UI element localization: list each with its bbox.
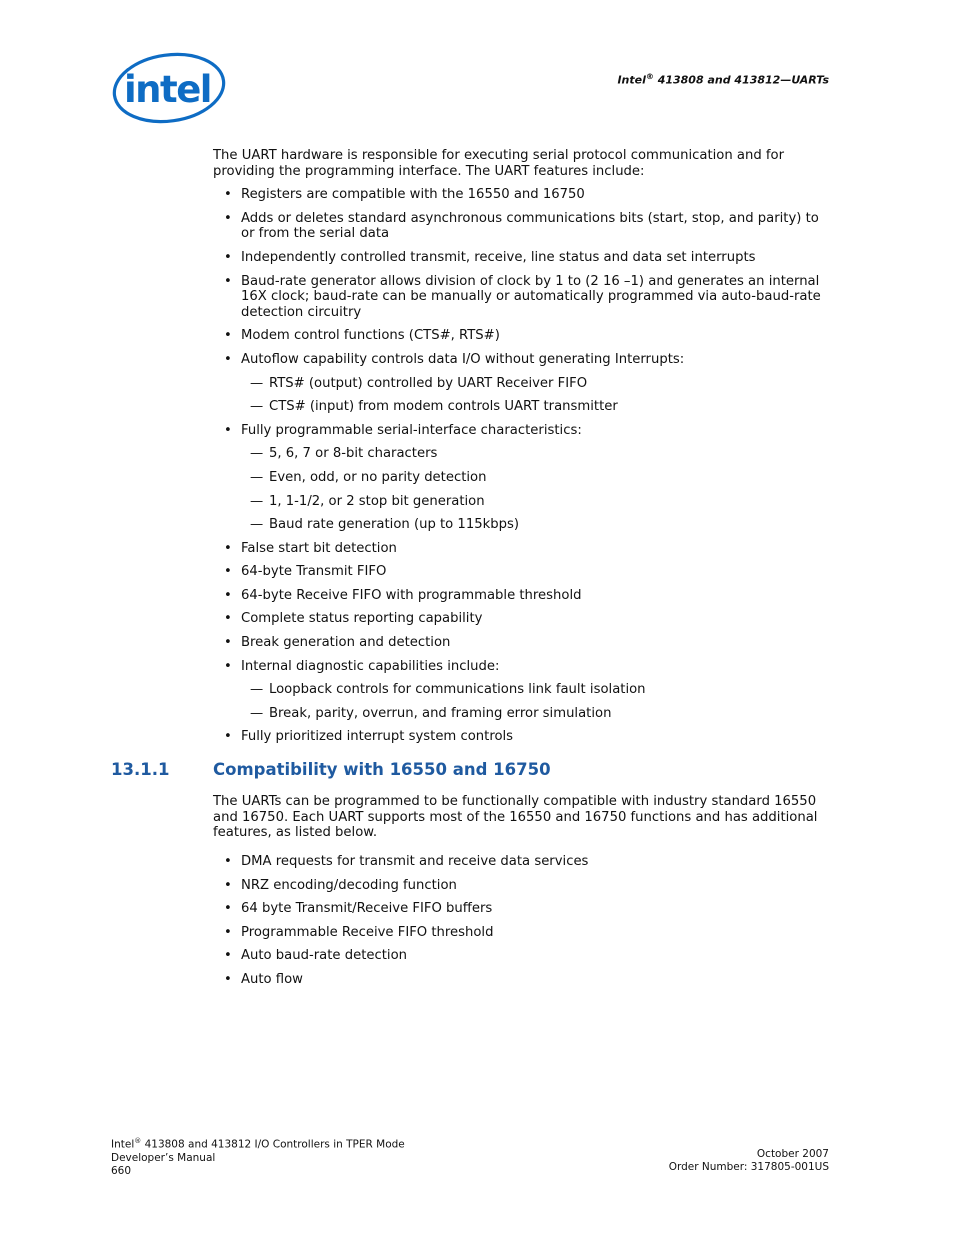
intel-logo <box>111 50 227 128</box>
feature-item <box>213 729 831 745</box>
feature-text: Baud-rate generator allows division of clock by 1 to (2 16 –1) and generates an internal 16X clock; baud-rate can be manually or automatically programmed via auto-baud-rate detection circuitry <box>241 273 821 320</box>
compat-item: • 64 byte Transmit/Receive FIFO buffers <box>213 901 831 917</box>
feature-item <box>213 588 831 604</box>
feature-item <box>213 541 831 557</box>
feature-text: Fully programmable serial-interface characteristics: <box>241 422 582 438</box>
compat-item: • Programmable Receive FIFO threshold <box>213 925 831 941</box>
feature-sublist <box>241 376 831 415</box>
feature-text: Fully prioritized interrupt system controls <box>241 729 514 745</box>
feature-subitem: — 1, 1-1/2, or 2 stop bit generation <box>241 494 831 510</box>
footer-doc-title: Intel® 413808 and 413812 I/O Controllers in TPER Mode <box>111 1137 405 1151</box>
footer-right <box>669 1148 829 1174</box>
feature-text: 64-byte Transmit FIFO <box>241 564 387 580</box>
footer-date: October 2007 <box>756 1148 829 1160</box>
running-header: Intel® 413808 and 413812—UARTs <box>617 72 829 87</box>
feature-subitem: — Break, parity, overrun, and framing error simulation <box>241 706 831 722</box>
feature-item <box>213 611 831 627</box>
feature-text: 64-byte Receive FIFO with programmable threshold <box>241 587 582 603</box>
compat-item: • DMA requests for transmit and receive data services <box>213 854 831 870</box>
main-content <box>213 148 831 753</box>
feature-subitem: — 5, 6, 7 or 8-bit characters <box>241 446 831 462</box>
section-title: Compatibility with 16550 and 16750 <box>213 760 551 779</box>
feature-text: Break generation and detection <box>241 635 451 651</box>
feature-subitem: — CTS# (input) from modem controls UART transmitter <box>241 399 831 415</box>
footer-order-number: Order Number: 317805-001US <box>668 1161 829 1173</box>
feature-text: Registers are compatible with the 16550 and 16750 <box>241 187 585 203</box>
feature-item <box>213 352 831 415</box>
feature-item <box>213 274 831 321</box>
feature-item <box>213 564 831 580</box>
compat-item: • Auto baud-rate detection <box>213 948 831 964</box>
section-13-1-1 <box>111 760 831 996</box>
compat-features-list <box>213 854 831 988</box>
feature-subitem: — RTS# (output) controlled by UART Receiver FIFO <box>241 376 831 392</box>
section-heading <box>111 760 831 780</box>
feature-sublist <box>241 682 831 721</box>
features-list <box>213 187 831 745</box>
feature-subitem: — Even, odd, or no parity detection <box>241 470 831 486</box>
footer-left <box>111 1135 405 1178</box>
feature-text: Internal diagnostic capabilities include: <box>241 658 500 674</box>
compat-item: • Auto flow <box>213 972 831 988</box>
feature-item <box>213 328 831 344</box>
footer-manual-type: Developer’s Manual <box>111 1151 216 1164</box>
feature-item <box>213 659 831 722</box>
feature-text: False start bit detection <box>241 540 397 556</box>
feature-item <box>213 635 831 651</box>
feature-text: Complete status reporting capability <box>241 611 483 627</box>
feature-item <box>213 187 831 203</box>
feature-item <box>213 423 831 533</box>
feature-subitem: — Baud rate generation (up to 115kbps) <box>241 517 831 533</box>
intro-paragraph: The UART hardware is responsible for executing serial protocol communication and for providing the programming interface. The UART features include: <box>213 148 785 179</box>
section-paragraph: The UARTs can be programmed to be functionally compatible with industry standard 16550 and 16750. Each UART supports most of the 16550 and 16750 functions and has additional features, as listed below. <box>213 794 818 841</box>
feature-text: Adds or deletes standard asynchronous communications bits (start, stop, and parity) to or from the serial data <box>241 210 819 242</box>
feature-subitem: — Loopback controls for communications link fault isolation <box>241 682 831 698</box>
feature-text: Modem control functions (CTS#, RTS#) <box>241 328 500 344</box>
section-number: 13.1.1 <box>111 760 170 779</box>
feature-text: Independently controlled transmit, receive, line status and data set interrupts <box>241 249 756 265</box>
page-number: 660 <box>111 1164 132 1177</box>
compat-item: • NRZ encoding/decoding function <box>213 878 831 894</box>
feature-text: Autoflow capability controls data I/O without generating Interrupts: <box>241 351 685 367</box>
feature-sublist <box>241 446 831 532</box>
logo-wordmark: intel <box>124 68 211 111</box>
feature-item <box>213 250 831 266</box>
feature-item <box>213 211 831 242</box>
